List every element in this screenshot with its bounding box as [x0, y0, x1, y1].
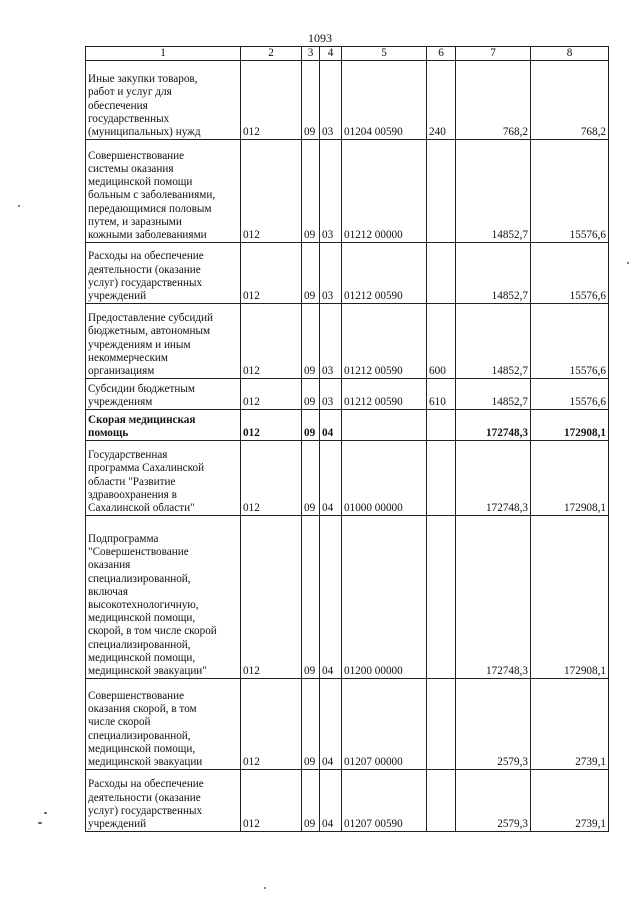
cell-ministry: 012 [241, 140, 302, 243]
row-name: Предоставление субсидий бюджетным, автономным учреждениям и иным некоммерческим организациям [86, 304, 241, 379]
column-header: 2 [241, 47, 302, 61]
cell-section: 09 [302, 516, 320, 679]
column-header: 5 [342, 47, 427, 61]
cell-subsection: 04 [320, 679, 342, 770]
cell-subsection: 04 [320, 441, 342, 516]
cell-subsection: 03 [320, 140, 342, 243]
table-row [86, 516, 609, 679]
cell-section: 09 [302, 410, 320, 441]
cell-amount-col7: 14852,7 [456, 379, 531, 410]
cell-subsection: 03 [320, 243, 342, 304]
cell-amount-col8: 172908,1 [531, 441, 609, 516]
row-name: Совершенствование оказания скорой, в том числе скорой специализированной, медицинской помощи, медицинской эвакуации [86, 679, 241, 770]
cell-amount-col8: 172908,1 [531, 410, 609, 441]
cell-ministry: 012 [241, 243, 302, 304]
cell-section: 09 [302, 304, 320, 379]
table-row [86, 140, 609, 243]
cell-ministry: 012 [241, 379, 302, 410]
cell-section: 09 [302, 679, 320, 770]
column-header: 3 [302, 47, 320, 61]
cell-ministry: 012 [241, 410, 302, 441]
cell-ministry: 012 [241, 304, 302, 379]
cell-target-article: 01212 00590 [342, 379, 427, 410]
row-name: Субсидии бюджетным учреждениям [86, 379, 241, 410]
cell-ministry: 012 [241, 441, 302, 516]
scan-speck [627, 262, 629, 264]
row-name: Государственная программа Сахалинской области "Развитие здравоохранения в Сахалинской области" [86, 441, 241, 516]
row-name: Расходы на обеспечение деятельности (оказание услуг) государственных учреждений [86, 243, 241, 304]
cell-amount-col8: 2739,1 [531, 679, 609, 770]
table-row [86, 304, 609, 379]
cell-amount-col7: 14852,7 [456, 140, 531, 243]
cell-expense-type [427, 516, 456, 679]
cell-amount-col8: 15576,6 [531, 379, 609, 410]
cell-expense-type [427, 410, 456, 441]
cell-section: 09 [302, 140, 320, 243]
cell-amount-col8: 15576,6 [531, 140, 609, 243]
column-header: 7 [456, 47, 531, 61]
cell-target-article: 01000 00000 [342, 441, 427, 516]
cell-section: 09 [302, 243, 320, 304]
cell-amount-col7: 2579,3 [456, 770, 531, 832]
table-row [86, 61, 609, 140]
header-row [86, 47, 609, 61]
cell-subsection: 04 [320, 770, 342, 832]
table-row [86, 679, 609, 770]
cell-amount-col7: 14852,7 [456, 243, 531, 304]
table-row [86, 441, 609, 516]
row-name: Совершенствование системы оказания медицинской помощи больным с заболеваниями, передающимися половым путем, и заразными кожными заболеваниями [86, 140, 241, 243]
scan-speck [264, 887, 266, 889]
column-header: 1 [86, 47, 241, 61]
cell-section: 09 [302, 61, 320, 140]
page-number: 1093 [308, 31, 332, 45]
cell-ministry: 012 [241, 516, 302, 679]
cell-section: 09 [302, 770, 320, 832]
cell-amount-col8: 15576,6 [531, 243, 609, 304]
table-row [86, 243, 609, 304]
cell-expense-type [427, 441, 456, 516]
scan-speck [18, 205, 20, 207]
scan-speck [44, 812, 47, 814]
cell-expense-type: 600 [427, 304, 456, 379]
cell-subsection: 04 [320, 516, 342, 679]
cell-target-article: 01204 00590 [342, 61, 427, 140]
table-row [86, 379, 609, 410]
cell-target-article: 01207 00590 [342, 770, 427, 832]
cell-amount-col7: 172748,3 [456, 410, 531, 441]
column-header: 4 [320, 47, 342, 61]
cell-amount-col8: 2739,1 [531, 770, 609, 832]
cell-amount-col7: 768,2 [456, 61, 531, 140]
cell-expense-type [427, 679, 456, 770]
cell-subsection: 04 [320, 410, 342, 441]
cell-expense-type: 240 [427, 61, 456, 140]
row-name: Иные закупки товаров, работ и услуг для обеспечения государственных (муниципальных) нужд [86, 61, 241, 140]
cell-section: 09 [302, 379, 320, 410]
table-row [86, 410, 609, 441]
cell-section: 09 [302, 441, 320, 516]
cell-target-article [342, 410, 427, 441]
cell-amount-col8: 768,2 [531, 61, 609, 140]
cell-target-article: 01212 00590 [342, 304, 427, 379]
budget-table [85, 46, 609, 832]
row-name: Расходы на обеспечение деятельности (оказание услуг) государственных учреждений [86, 770, 241, 832]
row-name: Подпрограмма "Совершенствование оказания специализированной, включая высокотехнологичную, медицинской помощи, скорой, в том числе скорой специализированной, медицинской помощи, медицинской эвакуации" [86, 516, 241, 679]
scan-speck [38, 822, 42, 824]
table-row [86, 770, 609, 832]
column-header: 8 [531, 47, 609, 61]
cell-amount-col7: 14852,7 [456, 304, 531, 379]
column-header: 6 [427, 47, 456, 61]
row-name: Скорая медицинская помощь [86, 410, 241, 441]
cell-amount-col7: 2579,3 [456, 679, 531, 770]
cell-target-article: 01212 00590 [342, 243, 427, 304]
cell-subsection: 03 [320, 379, 342, 410]
cell-subsection: 03 [320, 61, 342, 140]
cell-expense-type [427, 243, 456, 304]
cell-amount-col7: 172748,3 [456, 516, 531, 679]
cell-expense-type [427, 140, 456, 243]
cell-target-article: 01212 00000 [342, 140, 427, 243]
cell-amount-col7: 172748,3 [456, 441, 531, 516]
cell-ministry: 012 [241, 770, 302, 832]
cell-subsection: 03 [320, 304, 342, 379]
cell-amount-col8: 172908,1 [531, 516, 609, 679]
cell-amount-col8: 15576,6 [531, 304, 609, 379]
cell-ministry: 012 [241, 61, 302, 140]
cell-expense-type: 610 [427, 379, 456, 410]
cell-target-article: 01207 00000 [342, 679, 427, 770]
cell-expense-type [427, 770, 456, 832]
cell-ministry: 012 [241, 679, 302, 770]
cell-target-article: 01200 00000 [342, 516, 427, 679]
